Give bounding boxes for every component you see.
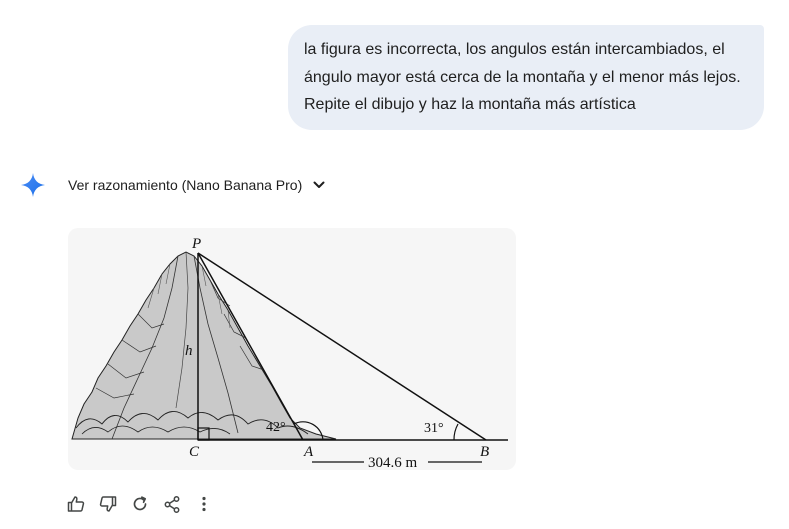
label-angle-near: 42° (266, 420, 286, 435)
label-peak: P (192, 236, 202, 252)
label-angle-far: 31° (424, 421, 444, 436)
share-icon[interactable] (162, 494, 182, 514)
reasoning-toggle-row[interactable] (20, 172, 326, 198)
label-near-point: A (304, 444, 314, 460)
mountain-illustration (72, 252, 336, 439)
generated-image[interactable] (68, 228, 516, 470)
user-message-line: la figura es incorrecta, los angulos están intercambiados, el (304, 41, 725, 58)
regenerate-icon[interactable] (130, 494, 150, 514)
thumbs-down-icon[interactable] (98, 494, 118, 514)
chevron-down-icon[interactable] (312, 178, 326, 192)
angle-arc-far (454, 424, 458, 440)
more-vert-icon[interactable] (194, 494, 214, 514)
user-message-line: Repite el dibujo y haz la montaña más artística (304, 96, 636, 113)
response-actions (66, 494, 226, 514)
sparkle-icon (20, 172, 46, 198)
thumbs-up-icon[interactable] (66, 494, 86, 514)
user-message-line: ángulo mayor está cerca de la montaña y el menor más lejos. (304, 68, 741, 86)
reasoning-toggle-label[interactable]: Ver razonamiento (Nano Banana Pro) (68, 177, 303, 193)
label-distance: 304.6 m (368, 455, 418, 470)
user-message-bubble (288, 25, 764, 130)
label-height: h (185, 343, 193, 359)
label-far-point: B (480, 444, 490, 460)
label-base: C (189, 444, 200, 460)
